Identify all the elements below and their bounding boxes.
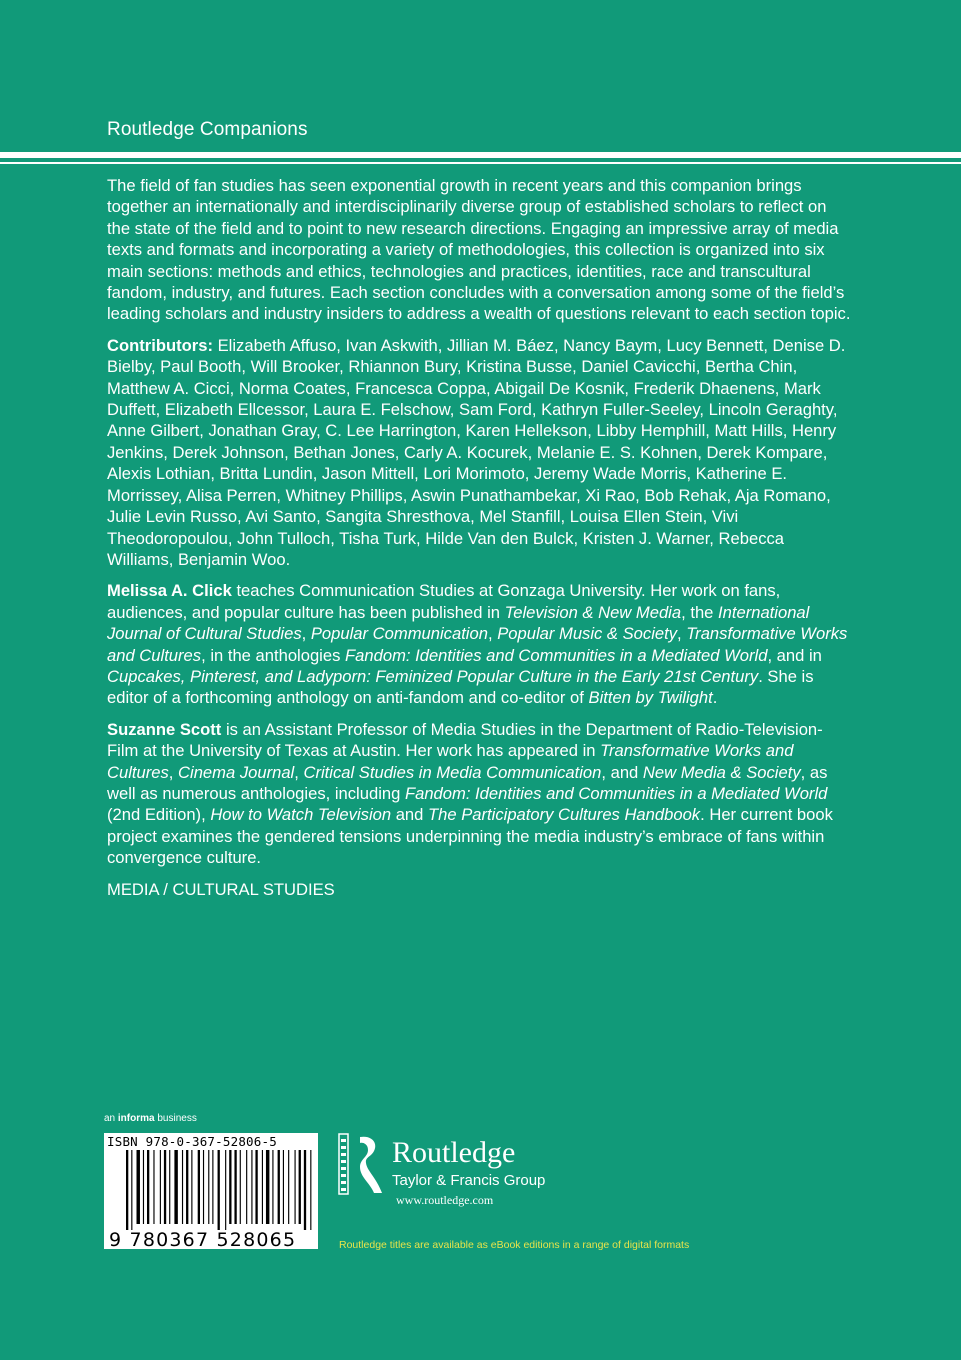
barcode-bar [182, 1150, 183, 1224]
editor-bio-click [107, 580, 852, 708]
bio-text: , the [681, 602, 719, 622]
bio-text: , [301, 624, 311, 644]
routledge-logo-icon [338, 1133, 384, 1195]
barcode-bar [131, 1150, 132, 1230]
bio-text: , [487, 624, 498, 644]
bio-text: , and in [767, 645, 822, 665]
barcode-bar [225, 1150, 226, 1230]
informa-brand: informa [117, 1113, 155, 1124]
barcode-bar [203, 1150, 204, 1224]
barcode-bar [191, 1150, 192, 1224]
bio-text: . Her current book project examines the gendered tensions underpinning the media industry’s embrace of fans within convergence culture. [107, 805, 833, 868]
barcode-number: 9 780367 528065 [109, 1229, 297, 1251]
editor-bio-scott [107, 719, 852, 869]
barcode-bar [137, 1150, 140, 1224]
bio-text: . [712, 688, 718, 708]
barcode-bar [153, 1150, 154, 1224]
informa-prefix: an [104, 1113, 118, 1124]
bio-title: Fandom: Identities and Communities in a Mediated World [404, 783, 828, 803]
contributors-list: Elizabeth Affuso, Ivan Askwith, Jillian M. Báez, Nancy Baym, Lucy Bennett, Denise D. Bielby, Paul Booth, Will Brooker, Rhiannon Bury, Kristina Busse, Daniel Cavicchi, Bertha Chin, Matthew A. Cicci, Norma Coates, Francesca Coppa, Abigail De Kosnik, Frederik Dhaenens, Mark Duffett, Elizabeth Ellcessor, Laura E. Felschow, Sam Ford, Kathryn Fuller-Seeley, Lincoln Geraghty, Anne Gilbert, Jonathan Gray, C. Lee Harrington, Karen Hellekson, Libby Hemphill, Matt Hills, Henry Jenkins, Derek Johnson, Bethan Jones, Carly A. Kocurek, Melanie E. S. Kohnen, Derek Kompare, Alexis Lothian, Britta Lundin, Jason Mittell, Lori Morimoto, Jeremy Wade Morris, Katherine E. Morrissey, Alisa Perren, Whitney Phillips, Aswin Punathambekar, Xi Rao, Bob Rehak, Aja Romano, Julie Levin Russo, Avi Santo, Sangita Shresthova, Mel Stanfill, Louisa Ellen Stein, Vivi Theodoropoulou, John Tulloch, Tisha Turk, Hilde Van den Bulck, Kristen J. Warner, Rebecca Williams, Benjamin Woo. [107, 335, 846, 569]
barcode-bar [310, 1150, 311, 1230]
barcode-bar [218, 1150, 220, 1230]
informa-suffix: business [154, 1113, 197, 1124]
barcode-bar [255, 1150, 257, 1224]
informa-tagline [104, 1113, 197, 1124]
barcode-bar [246, 1150, 247, 1224]
bio-text: , [168, 762, 179, 782]
divider-thick [0, 152, 961, 158]
bio-text: teaches Communication Studies at Gonzaga University. Her work on fans, audiences, and popular culture has been published in [107, 581, 781, 622]
bio-title: Cinema Journal [178, 762, 295, 782]
barcode-bar [283, 1150, 284, 1224]
barcode-bar [304, 1150, 306, 1230]
bio-text: , [677, 624, 687, 644]
isbn-barcode [104, 1133, 318, 1249]
bio-text: , [294, 762, 304, 782]
bio-text: and [391, 805, 429, 825]
publisher-name: Routledge [392, 1136, 516, 1169]
barcode-bar [160, 1150, 161, 1224]
barcode-bar [174, 1150, 177, 1224]
editor-name: Melissa A. Click [107, 581, 232, 601]
bio-title: Critical Studies in Media Communication [303, 762, 602, 782]
editor-name: Suzanne Scott [107, 719, 222, 739]
bio-title: New Media & Society [642, 762, 801, 782]
barcode-bar [266, 1150, 269, 1224]
publisher-website: www.routledge.com [396, 1193, 494, 1207]
bio-title: Bitten by Twilight [588, 688, 713, 708]
subject-category: MEDIA / CULTURAL STUDIES [107, 879, 335, 899]
barcode-bar [288, 1150, 289, 1224]
barcode-bar [169, 1150, 170, 1224]
barcode-bar [251, 1150, 252, 1224]
barcode-bar [198, 1150, 200, 1224]
back-cover-text [107, 175, 852, 910]
bio-text: is an Assistant Professor of Media Studies in the Department of Radio-Television-Film at the University of Texas at Austin. Her work has appeared in [107, 719, 823, 761]
description: The field of fan studies has seen exponential growth in recent years and this companion brings together an internationally and interdisciplinarily diverse group of established scholars to reflect on the state of the field and to point to new research directions. Engaging an impressive array of media texts and formats and incorporating a variety of methodologies, this collection is organized into six main sections: methods and ethics, technologies and practices, identities, race and transcultural fandom, industry, and futures. Each section concludes with a conversation among some of the field’s leading scholars and industry insiders to address a wealth of questions relevant to each section topic. [107, 176, 851, 324]
barcode-bar [208, 1150, 209, 1224]
bio-title: Fandom: Identities and Communities in a Mediated World [345, 645, 768, 665]
barcode-bar [272, 1150, 273, 1224]
ebook-note: Routledge titles are available as eBook editions in a range of digital formats [339, 1239, 690, 1251]
barcode-bar [295, 1150, 296, 1224]
isbn-text: ISBN 978-0-367-52806-5 [107, 1134, 277, 1149]
barcode-bar [299, 1150, 301, 1224]
publisher-group: Taylor & Francis Group [392, 1172, 546, 1189]
bio-title: Popular Music & Society [497, 624, 678, 644]
barcode-bar [186, 1150, 188, 1224]
bio-title: Transformative Works and Cultures [107, 624, 848, 665]
contributors [107, 335, 852, 570]
barcode-bar [229, 1150, 231, 1224]
contributors-label: Contributors: [107, 335, 213, 355]
bio-title: International Journal of Cultural Studies [107, 602, 810, 644]
series-title: Routledge Companions [107, 119, 308, 140]
bio-text: (2nd Edition), [107, 805, 211, 825]
bio-title: The Participatory Cultures Handbook [428, 805, 701, 825]
bio-title: Television & New Media [504, 602, 682, 622]
divider-thin [0, 162, 961, 164]
barcode-bar [164, 1150, 166, 1224]
bio-text: , as well as numerous anthologies, including [107, 762, 828, 803]
barcode-bar [240, 1150, 241, 1224]
bio-title: Transformative Works and Cultures [107, 741, 794, 782]
barcode-bar [147, 1150, 149, 1224]
barcode-bar [234, 1150, 236, 1224]
barcode-bar [143, 1150, 144, 1224]
bio-text: , and [601, 762, 643, 782]
bio-title: Cupcakes, Pinterest, and Ladyporn: Feminized Popular Culture in the Early 21st Century [107, 666, 759, 686]
bio-title: Popular Communication [310, 624, 488, 644]
barcode-bars [126, 1150, 312, 1230]
barcode-bar [212, 1150, 213, 1224]
barcode-bar [126, 1150, 128, 1230]
bio-text: . She is editor of a forthcoming anthology on anti-fandom and co-editor of [107, 666, 814, 708]
bio-title: How to Watch Television [210, 805, 392, 825]
barcode-bar [262, 1150, 263, 1224]
barcode-bar [278, 1150, 280, 1224]
bio-text: , in the anthologies [201, 645, 346, 665]
